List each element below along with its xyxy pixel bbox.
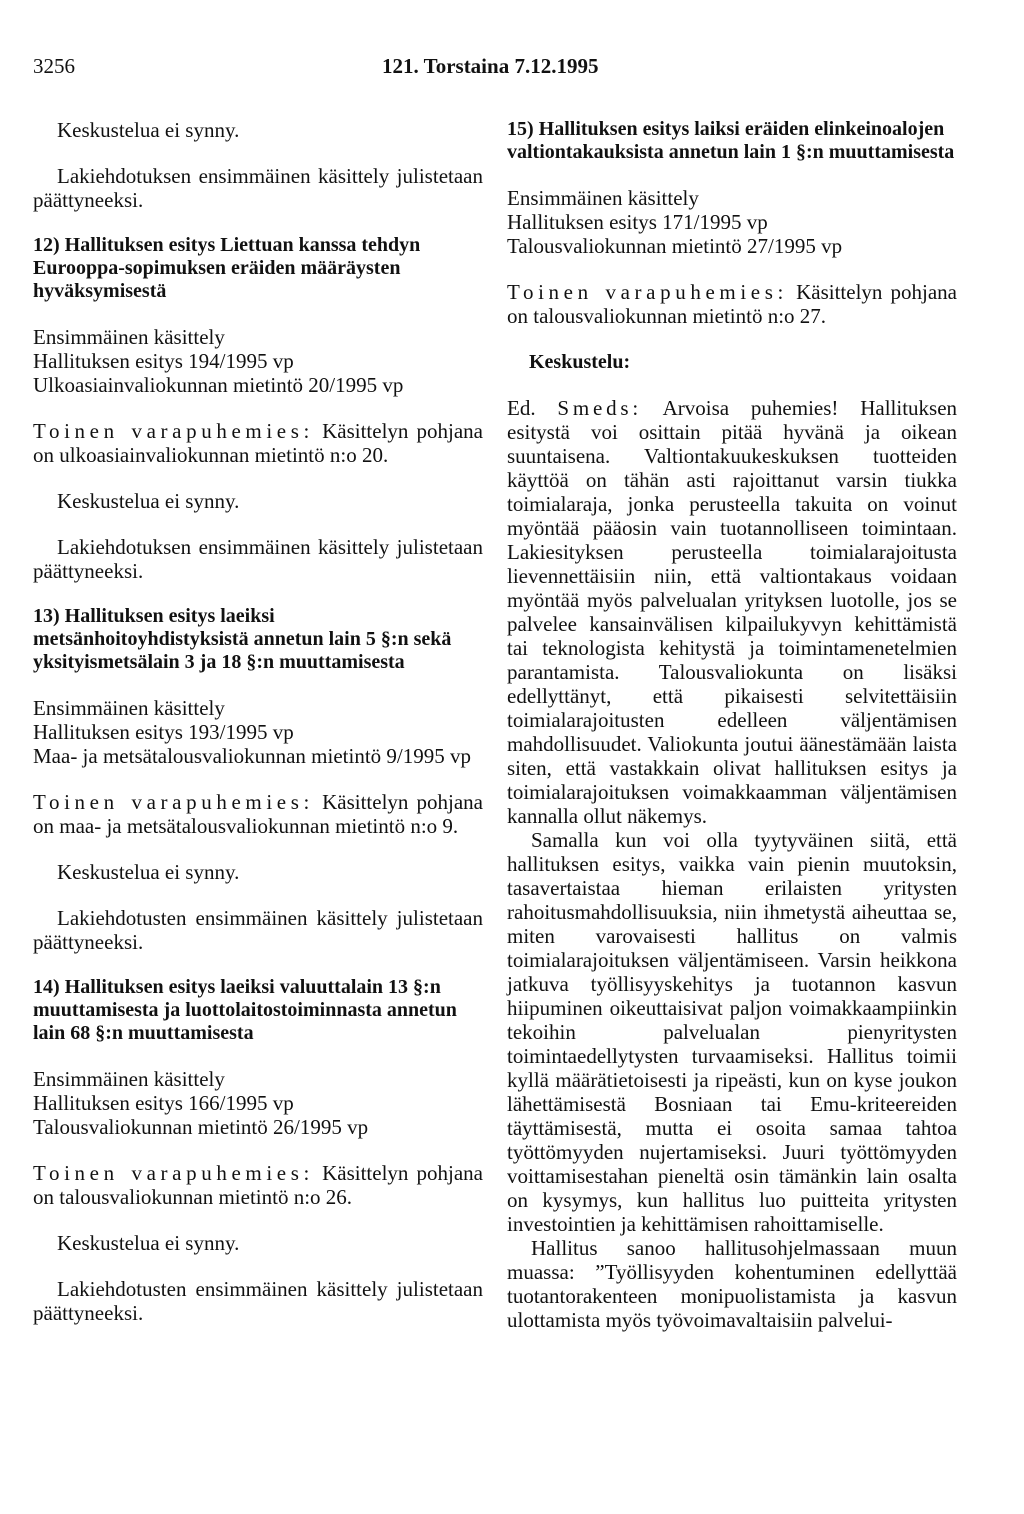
government-proposal-ref: Hallituksen esitys 166/1995 vp (33, 1091, 294, 1115)
page-number: 3256 (33, 54, 75, 78)
discussion-label: Keskustelu: (529, 351, 631, 373)
statement-text: Käsittelyn pohjana on maa- ja metsätalousvaliokunnan mietintö n:o 9. (33, 790, 483, 838)
agenda-item-heading: 14) Hallituksen esitys laeiksi valuuttalain 13 §:n muuttamisesta ja luottolaitostoiminnasta annetun lain 68 §:n muuttamisesta (33, 976, 457, 1044)
discussion-none: Keskustelua ei synny. (57, 860, 240, 884)
agenda-item-15 (507, 118, 957, 1332)
speaker-name: Smeds: (557, 396, 642, 420)
statement-text: Käsittelyn pohjana on talousvaliokunnan mietintö n:o 26. (33, 1161, 483, 1209)
discussion-none: Keskustelua ei synny. (57, 489, 240, 513)
speaker-title: Ed. (507, 396, 536, 420)
agenda-item-heading: 13) Hallituksen esitys laeiksi metsänhoitoyhdistyksistä annetun lain 5 §:n sekä yksityismetsälain 3 ja 18 §:n muuttamisesta (33, 605, 452, 673)
document-references (33, 325, 483, 397)
committee-report-ref: Talousvaliokunnan mietintö 27/1995 vp (507, 234, 843, 258)
speech-text: Arvoisa puhemies! Hallituksen esitystä voi osittain pitää hyvänä ja oikean suuntaisena. Valtiontakuukeskuksen tuotteiden käyttöä on tähän asti rajoittanut varsin tiukka toimialaraja, jonka perusteella takuita on voinut myöntää pääosin vain tuotannolliseen toimintaan. Lakiesityksen perusteella toimialarajoitusta lievennettäisiin niin, että valtiontakaus voidaan myöntää myös palvelualan yrityksen luotolle, jos se palvelee kansainvälisen kilpailukyvyn kehittämistä tai teknologista kehitystä ja toimintamenetelmien parantamista. Talousvaliokunta on lisäksi edellyttänyt, että pikaisesti selvitettäisiin toimialarajoitusten edelleen väljentämisen mahdollisuudet. Valiokunta joutui äänestämään laista siten, että vastakkain olivat hallituksen esitys ja toimialarajoituksen voimakkaamman väljentämisen kannalla ollut näkemys. (507, 396, 958, 828)
discussion-none: Keskustelua ei synny. (57, 1231, 240, 1255)
speaker-statement (507, 280, 957, 328)
speech-smeds (507, 396, 957, 1332)
speaker-name: Toinen varapuhemies: (33, 419, 314, 443)
decision-statement: Lakiehdotuksen ensimmäinen käsittely julistetaan päättyneeksi. (33, 535, 483, 583)
decision-statement: Lakiehdotuksen ensimmäinen käsittely julistetaan päättyneeksi. (33, 164, 483, 212)
document-references (33, 1067, 483, 1139)
speaker-name: Toinen varapuhemies: (33, 790, 314, 814)
government-proposal-ref: Hallituksen esitys 171/1995 vp (507, 210, 768, 234)
reading-stage: Ensimmäinen käsittely (33, 325, 225, 349)
speech-paragraph (507, 396, 957, 828)
right-column (507, 118, 957, 1332)
agenda-item-12 (33, 234, 483, 583)
agenda-item-heading: 12) Hallituksen esitys Liettuan kanssa tehdyn Eurooppa-sopimuksen eräiden määräysten hyväksymisestä (33, 234, 421, 302)
committee-report-ref: Talousvaliokunnan mietintö 26/1995 vp (33, 1115, 369, 1139)
speaker-name: Toinen varapuhemies: (33, 1161, 314, 1185)
speaker-statement (33, 1161, 483, 1209)
reading-stage: Ensimmäinen käsittely (33, 1067, 225, 1091)
government-proposal-ref: Hallituksen esitys 194/1995 vp (33, 349, 294, 373)
agenda-item-14 (33, 976, 483, 1325)
agenda-item-13 (33, 605, 483, 954)
speech-paragraph: Samalla kun voi olla tyytyväinen siitä, että hallituksen esitys, vaikka vain pienin muutoksin, tasavertaistaa hieman erilaisten yritysten rahoitusmahdollisuuksia, niin ihmetystä aiheuttaa se, miten varovaisesti hallitus on valmis toimialarajoituksen väljentämiseen. Varsin heikkona jatkuva työllisyyskehitys ja tuotannon kasvun hiipuminen oikeuttaisivat paljon voimakkaampiinkin tekoihin palvelualan pienyritysten toimintaedellytysten turvaamiseksi. Hallitus toimii kyllä määrätietoisesti ja ripeästi, kun on kyse joukon lähettämisestä Bosniaan tai Emu-kriteereiden täyttämisestä, mutta ei osoita samaa tahtoa työttömyyden nujertamiseksi. Juuri työttömyyden voittamisestahan pieneltä osin tämänkin lain osalta on kysymys, kun hallitus luo puitteita yritysten investointien ja kehittämisen rahoittamiselle. (507, 828, 957, 1236)
document-references (33, 696, 483, 768)
document-references (507, 186, 957, 258)
speaker-statement (33, 419, 483, 467)
decision-statement: Lakiehdotusten ensimmäinen käsittely julistetaan päättyneeksi. (33, 906, 483, 954)
discussion-none: Keskustelua ei synny. (57, 118, 240, 142)
left-column (33, 118, 483, 1347)
government-proposal-ref: Hallituksen esitys 193/1995 vp (33, 720, 294, 744)
speech-paragraph: Hallitus sanoo hallitusohjelmassaan muun muassa: ”Työllisyyden kohentuminen edellyttää tuotantorakenteen monipuolistamista ja kasvun ulottamista myös työvoimavaltaisiin palvelui- (507, 1236, 957, 1332)
reading-stage: Ensimmäinen käsittely (507, 186, 699, 210)
decision-statement: Lakiehdotusten ensimmäinen käsittely julistetaan päättyneeksi. (33, 1277, 483, 1325)
statement-text: Käsittelyn pohjana on talousvaliokunnan mietintö n:o 27. (507, 280, 957, 328)
statement-text: Käsittelyn pohjana on ulkoasiainvaliokunnan mietintö n:o 20. (33, 419, 483, 467)
committee-report-ref: Ulkoasiainvaliokunnan mietintö 20/1995 vp (33, 373, 404, 397)
reading-stage: Ensimmäinen käsittely (33, 696, 225, 720)
speaker-statement (33, 790, 483, 838)
agenda-item-heading: 15) Hallituksen esitys laiksi eräiden elinkeinoalojen valtiontakauksista annetun lain 1 §:n muuttamisesta (507, 118, 955, 163)
running-head: 121. Torstaina 7.12.1995 (382, 54, 599, 78)
committee-report-ref: Maa- ja metsätalousvaliokunnan mietintö 9/1995 vp (33, 744, 471, 768)
speaker-name: Toinen varapuhemies: (507, 280, 788, 304)
